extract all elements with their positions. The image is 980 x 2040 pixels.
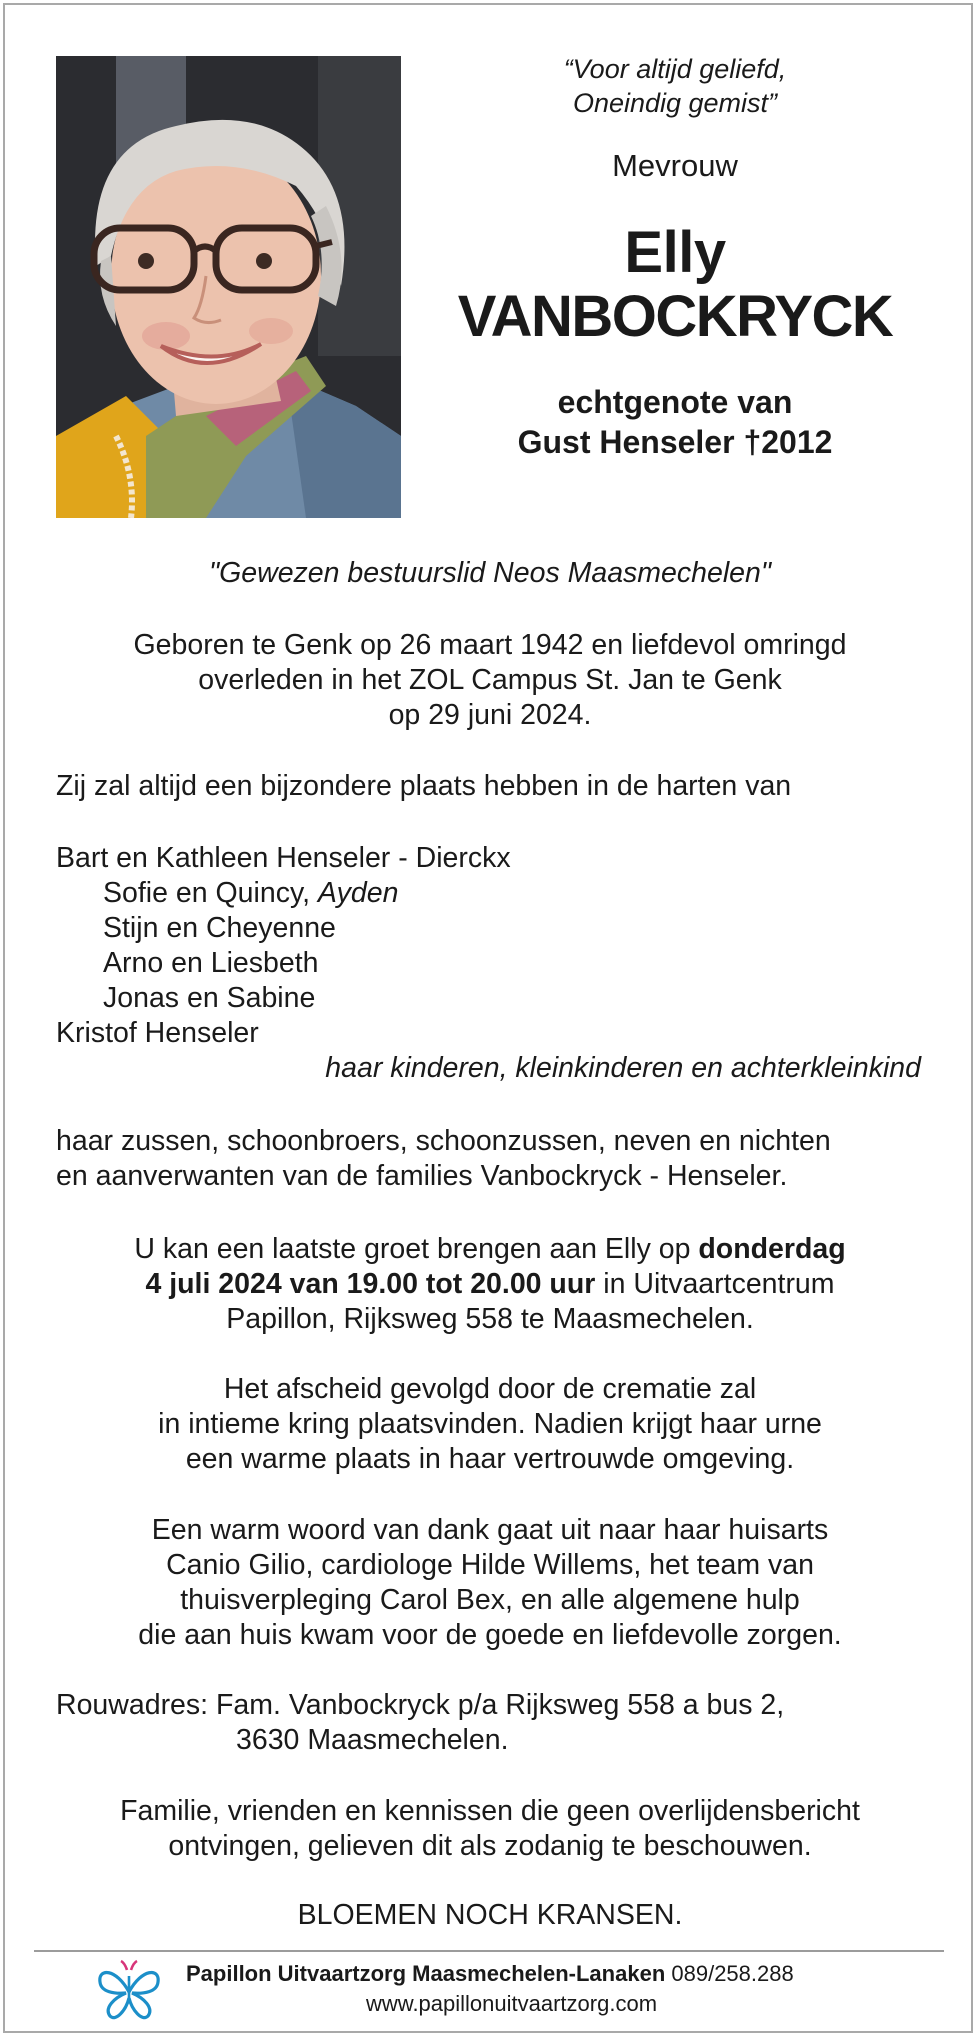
- portrait-illustration: [56, 56, 401, 518]
- relatives-paragraph: [56, 1124, 924, 1194]
- family-list: [56, 841, 924, 1086]
- header: [440, 52, 910, 462]
- funeral-home-name: Papillon Uitvaartzorg Maasmechelen-Lanaken: [186, 1961, 666, 1986]
- thanks-line2: Canio Gilio, cardiologe Hilde Willems, het team van: [166, 1549, 814, 1581]
- visitation-line1: [56, 1232, 924, 1267]
- visitation-text2: in Uitvaartcentrum: [595, 1268, 835, 1300]
- visitation-paragraph: [56, 1232, 924, 1337]
- memorial-quote-line1: “Voor altijd geliefd,: [563, 54, 787, 84]
- visitation-text1: U kan een laatste groet brengen aan Elly op: [134, 1233, 699, 1265]
- address-line1: Rouwadres: Fam. Vanbockryck p/a Rijksweg 558 a bus 2,: [56, 1689, 785, 1721]
- memorial-quote-line2: Oneindig gemist”: [572, 88, 778, 118]
- relatives-line2: en aanverwanten van de families Vanbockryck - Henseler.: [56, 1160, 788, 1192]
- mourning-address: [56, 1688, 924, 1758]
- family-line1: Bart en Kathleen Henseler - Dierckx: [56, 842, 511, 874]
- funeral-home-website[interactable]: www.papillonuitvaartzorg.com: [366, 1991, 658, 2016]
- family-line2: [56, 876, 924, 911]
- family-caption: haar kinderen, kleinkinderen en achterkleinkind: [325, 1052, 921, 1084]
- notice-line1: Familie, vrienden en kennissen die geen overlijdensbericht: [120, 1795, 860, 1827]
- footer-divider: [34, 1950, 944, 1952]
- family-line3: Stijn en Cheyenne: [103, 912, 336, 944]
- last-name: VANBOCKRYCK: [457, 284, 893, 349]
- thanks-line3: thuisverpleging Carol Bex, en alle algemene hulp: [180, 1584, 800, 1616]
- spouse-line1: echtgenote van: [557, 384, 793, 420]
- farewell-line1: Het afscheid gevolgd door de crematie zal: [223, 1373, 757, 1405]
- heart-line: Zij zal altijd een bijzondere plaats hebben in de harten van: [56, 770, 792, 802]
- notice-paragraph: [56, 1794, 924, 1864]
- thanks-line1: Een warm woord van dank gaat uit naar haar huisarts: [151, 1514, 829, 1546]
- visitation-date-time: 4 juli 2024 van 19.00 tot 20.00 uur: [145, 1268, 596, 1300]
- family-line5: Jonas en Sabine: [103, 982, 316, 1014]
- birth-line2: overleden in het ZOL Campus St. Jan te Genk: [198, 664, 782, 696]
- visitation-line2: [56, 1267, 924, 1302]
- family-line6: Kristof Henseler: [56, 1017, 259, 1049]
- thanks-line4: die aan huis kwam voor de goede en liefdevolle zorgen.: [138, 1619, 842, 1651]
- notice-line2: ontvingen, gelieven dit als zodanig te beschouwen.: [168, 1830, 812, 1862]
- tribute-quote: "Gewezen bestuurslid Neos Maasmechelen": [208, 557, 771, 589]
- no-flowers-notice: BLOEMEN NOCH KRANSEN.: [297, 1899, 683, 1931]
- address-line2: 3630 Maasmechelen.: [236, 1724, 509, 1756]
- funeral-home-line: [186, 1960, 794, 1988]
- visitation-line3: Papillon, Rijksweg 558 te Maasmechelen.: [226, 1303, 754, 1335]
- relatives-line1: haar zussen, schoonbroers, schoonzussen, neven en nichten: [56, 1125, 831, 1157]
- birth-line3: op 29 juni 2024.: [388, 699, 592, 731]
- butterfly-icon: [96, 1958, 162, 2022]
- thanks-paragraph: [56, 1513, 924, 1653]
- family-line4: Arno en Liesbeth: [103, 947, 319, 979]
- funeral-home-phone: 089/258.288: [665, 1961, 794, 1986]
- birth-line1: Geboren te Genk op 26 maart 1942 en liefdevol omringd: [133, 629, 847, 661]
- farewell-paragraph: [56, 1372, 924, 1477]
- farewell-line3: een warme plaats in haar vertrouwde omgeving.: [185, 1443, 795, 1475]
- spouse-info: [440, 382, 910, 462]
- spouse-line2: Gust Henseler †2012: [517, 424, 833, 460]
- family-line2-greatgrandchild: Ayden: [317, 877, 399, 909]
- family-line2-names: Sofie en Quincy,: [103, 877, 318, 909]
- honorific: Mevrouw: [612, 148, 738, 183]
- birth-death-paragraph: [56, 628, 924, 733]
- farewell-line2: in intieme kring plaatsvinden. Nadien krijgt haar urne: [158, 1408, 822, 1440]
- memorial-quote: [440, 52, 910, 120]
- portrait-photo: [56, 56, 401, 518]
- first-name: Elly: [624, 220, 726, 285]
- visitation-day: donderdag: [698, 1233, 846, 1265]
